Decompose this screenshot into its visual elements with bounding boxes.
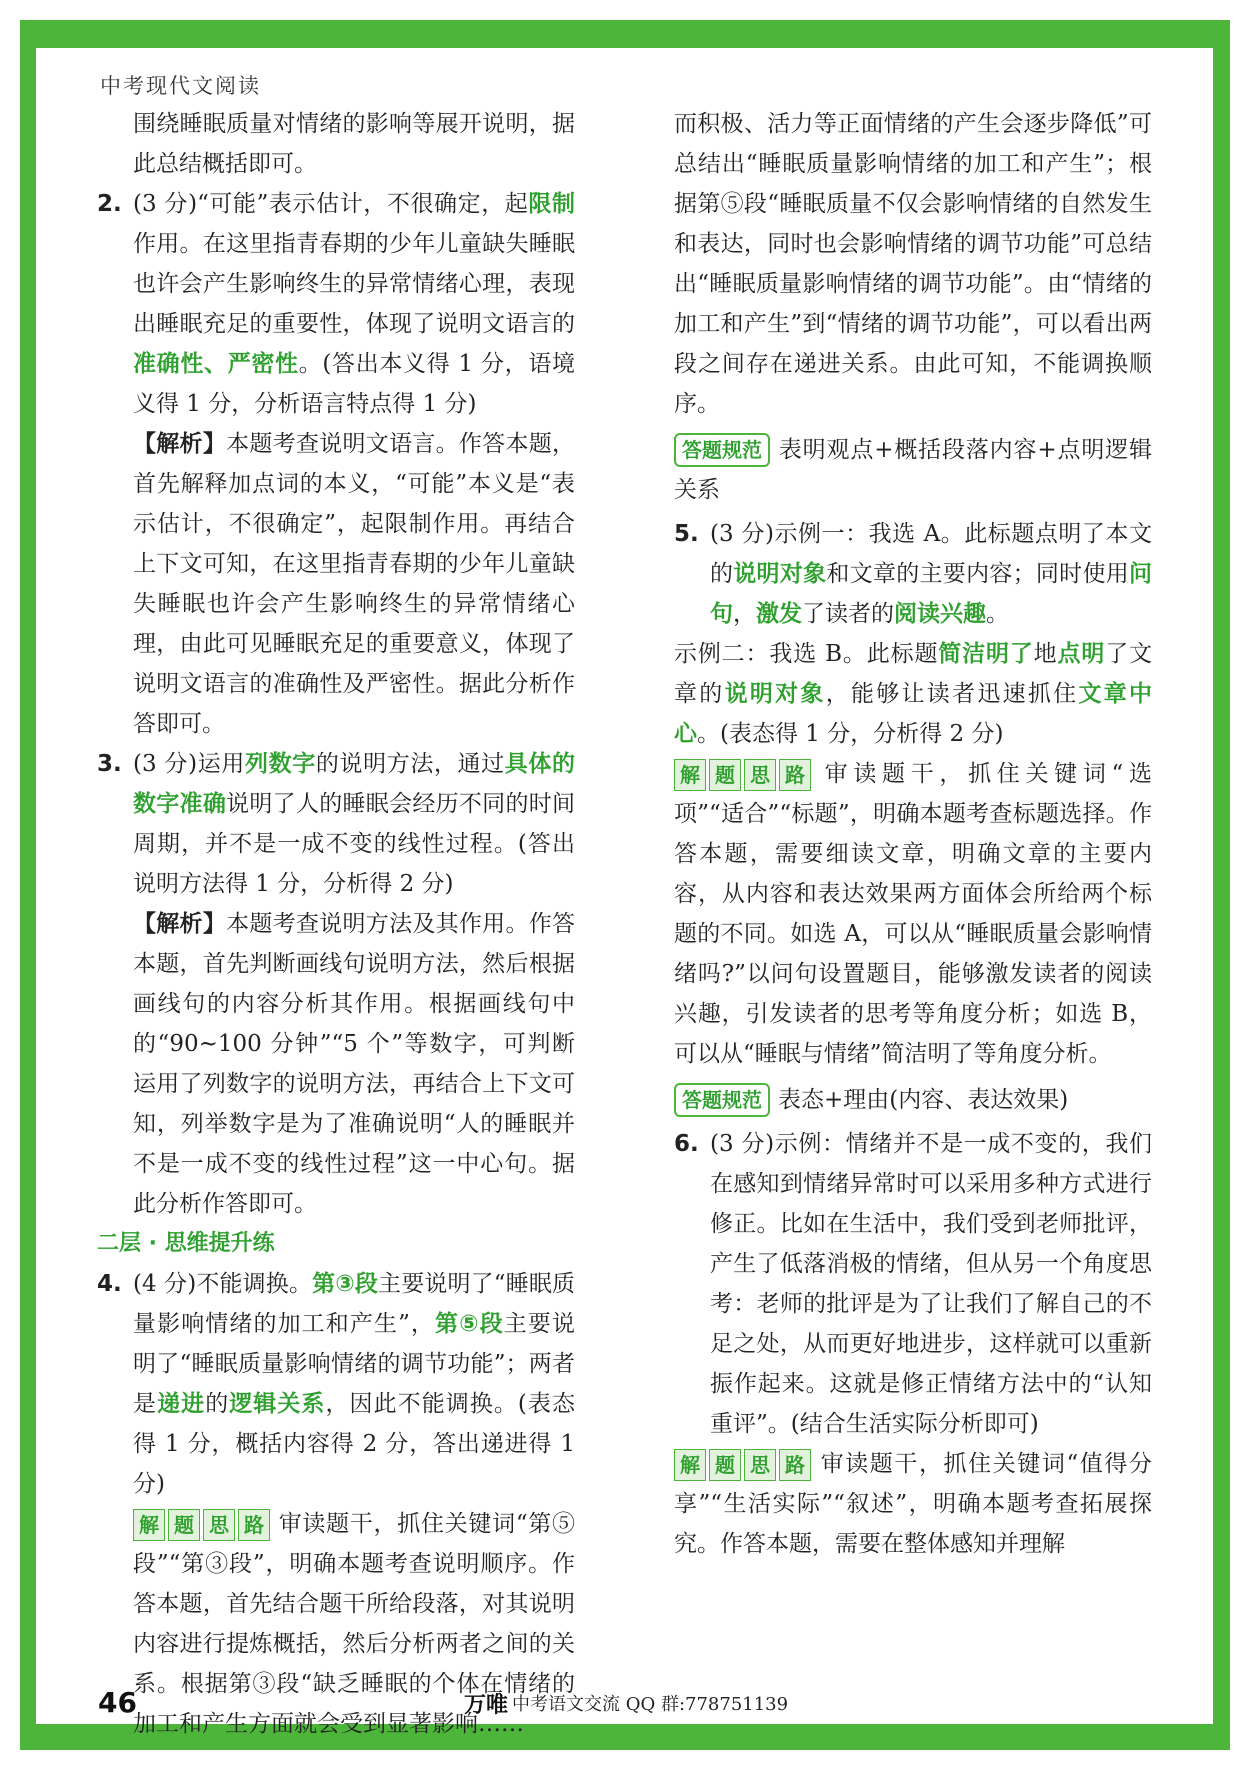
- keyword: 递进: [157, 1391, 206, 1417]
- left-column: [97, 104, 575, 1744]
- answer-number: 4.: [97, 1271, 122, 1297]
- solution-badge: 解 题 思 路: [674, 759, 811, 791]
- keyword: 第③段: [312, 1271, 379, 1297]
- footer-text: 中考语文交流 QQ 群:778751139: [512, 1694, 789, 1715]
- answer-6: 6. (3 分)示例：情绪并不是一成不变的，我们在感知到情绪异常时可以采用多种方式进行修正。比如在生活中，我们受到老师批评，产生了低落消极的情绪，但从另一个角度思考：老师的批评是为了让我们了解自己的不足之处，从而更好地进步，这样就可以重新振作起来。这就是修正情绪方法中的“认知重评”。(结合生活实际分析即可): [674, 1124, 1152, 1444]
- keyword: 具体的数字准确: [133, 751, 576, 817]
- keyword: 点明: [1057, 641, 1106, 667]
- left-green-border: [20, 20, 36, 1750]
- solution-thinking: 解 题 思 路 审读题干，抓住关键词“值得分享”“生活实际”“叙述”，明确本题考查拓展探究。作答本题，需要在整体感知并理解: [674, 1451, 1152, 1557]
- section-heading: 二层 · 思维提升练: [97, 1231, 275, 1256]
- continued-text: 围绕睡眠质量对情绪的影响等展开说明，据此总结概括即可。: [133, 111, 575, 177]
- keyword: 问句: [710, 561, 1153, 627]
- right-green-border: [1213, 20, 1230, 1750]
- continued-text: 而积极、活力等正面情绪的产生会逐步降低”可总结出“睡眠质量影响情绪的加工和产生”；根据第⑤段“睡眠质量不仅会影响情绪的自然发生和表达，同时也会影响情绪的调节功能”可总结出“睡眠质量影响情绪的调节功能”。由“情绪的加工和产生”到“情绪的调节功能”，可以看出两段之间存在递进关系。由此可知，不能调换顺序。: [674, 111, 1152, 417]
- brand-logo: 万唯: [464, 1693, 509, 1718]
- keyword: 文章中心: [674, 681, 1153, 747]
- answer-spec: 答题规范 表明观点+概括段落内容+点明逻辑关系: [674, 430, 1152, 510]
- keyword: 逻辑关系: [229, 1391, 326, 1417]
- top-green-border: [20, 20, 1230, 48]
- solution-thinking: 解 题 思 路 审读题干，抓住关键词“选项”“适合”“标题”，明确本题考查标题选择。作答本题，需要细读文章，明确文章的主要内容，从内容和表达效果两方面体会所给两个标题的不同。如选 A，可以从“睡眠质量会影响情绪吗?”以问句设置题目，能够激发读者的阅读兴趣，引发读者的思考等角度分析；如选 B，可以从“睡眠与情绪”简洁明了等角度分析。: [674, 761, 1152, 1067]
- running-header: 中考现代文阅读: [100, 74, 261, 98]
- keyword: 准确性、严密性: [133, 351, 299, 377]
- solution-badge: 解 题 思 路: [133, 1509, 270, 1541]
- keyword: 说明对象: [724, 681, 826, 707]
- keyword: 激发: [756, 601, 802, 627]
- keyword: 列数字: [244, 751, 316, 777]
- page-number: 46: [98, 1686, 137, 1719]
- solution-badge: 解 题 思 路: [674, 1449, 811, 1481]
- answer-number: 2.: [97, 191, 122, 217]
- answer-2: 2. (3 分)“可能”表示估计，不很确定，起限制作用。在这里指青春期的少年儿童缺失睡眠也许会产生影响终生的异常情绪心理，表现出睡眠充足的重要性，体现了说明文语言的准确性、严密性。(答出本义得 1 分，语境义得 1 分，分析语言特点得 1 分) 【解析】本题考查说明文语言。作答本题，首先解释加点词的本义，“可能”本义是“表示估计，不很确定”，起限制作用。再结合上下文可知，在这里指青春期的少年儿童缺失睡眠也许会产生影响终生的异常情绪心理，由此可见睡眠充足的重要意义，体现了说明文语言的准确性及严密性。据此分析作答即可。: [97, 184, 575, 744]
- answer-number: 6.: [674, 1131, 699, 1157]
- example-two: 示例二：我选 B。此标题简洁明了地点明了文章的说明对象，能够让读者迅速抓住文章中心。(表态得 1 分，分析得 2 分): [674, 641, 1153, 747]
- answer-number: 5.: [674, 521, 699, 547]
- keyword: 第⑤段: [435, 1311, 504, 1337]
- answer-number: 3.: [97, 751, 122, 777]
- answer-spec: 答题规范 表态+理由(内容、表达效果): [674, 1080, 1152, 1120]
- answer-3: 3. (3 分)运用列数字的说明方法，通过具体的数字准确说明了人的睡眠会经历不同的时间周期，并不是一成不变的线性过程。(答出说明方法得 1 分，分析得 2 分) 【解析】本题考查说明方法及其作用。作答本题，首先判断画线句说明方法，然后根据画线句的内容分析其作用。根据画线句中的“90~100 分钟”“5 个”等数字，可判断运用了列数字的说明方法，再结合上下文可知，列举数字是为了准确说明“人的睡眠并不是一成不变的线性过程”这一中心句。据此分析作答即可。: [97, 744, 575, 1224]
- solution-thinking: 解 题 思 路 审读题干，抓住关键词“第⑤段”“第③段”，明确本题考查说明顺序。作答本题，首先结合题干所给段落，对其说明内容进行提炼概括，然后分析两者之间的关系。根据第③段“缺乏睡眠的个体在情绪的加工和产生方面就会受到显著影响……: [133, 1511, 575, 1737]
- spec-badge: 答题规范: [674, 1083, 770, 1117]
- answer-4: 4. (4 分)不能调换。第③段主要说明了“睡眠质量影响情绪的加工和产生”，第⑤段主要说明了“睡眠质量影响情绪的调节功能”；两者是递进的逻辑关系，因此不能调换。(表态得 1 分，概括内容得 2 分，答出递进得 1 分) 解 题 思 路 审读题干，抓住关键词“第⑤段”“第③段”，明确本题考查说明顺序。作答本题，首先结合题干所给段落，对其说明内容进行提炼概括，然后分析两者之间的关系。根据第③段“缺乏睡眠的个体在情绪的加工和产生方面就会受到显著影响……: [97, 1264, 575, 1744]
- answer-5: 5. (3 分)示例一：我选 A。此标题点明了本文的说明对象和文章的主要内容；同时使用问句，激发了读者的阅读兴趣。: [674, 514, 1152, 634]
- keyword: 说明对象: [733, 561, 827, 587]
- keyword: 简洁明了: [938, 641, 1034, 667]
- right-column: [674, 104, 1152, 1564]
- keyword: 阅读兴趣: [894, 601, 986, 627]
- analysis: 【解析】本题考查说明方法及其作用。作答本题，首先判断画线句说明方法，然后根据画线句的内容分析其作用。根据画线句中的“90~100 分钟”“5 个”等数字，可判断运用了列数字的说明方法，再结合上下文可知，列举数字是为了准确说明“人的睡眠并不是一成不变的线性过程”这一中心句。据此分析作答即可。: [133, 910, 576, 1217]
- analysis: 【解析】本题考查说明文语言。作答本题，首先解释加点词的本义，“可能”本义是“表示估计，不很确定”，起限制作用。再结合上下文可知，在这里指青春期的少年儿童缺失睡眠也许会产生影响终生的异常情绪心理，由此可见睡眠充足的重要意义，体现了说明文语言的准确性及严密性。据此分析作答即可。: [133, 430, 576, 737]
- spec-badge: 答题规范: [674, 433, 770, 467]
- keyword: 限制: [528, 191, 575, 217]
